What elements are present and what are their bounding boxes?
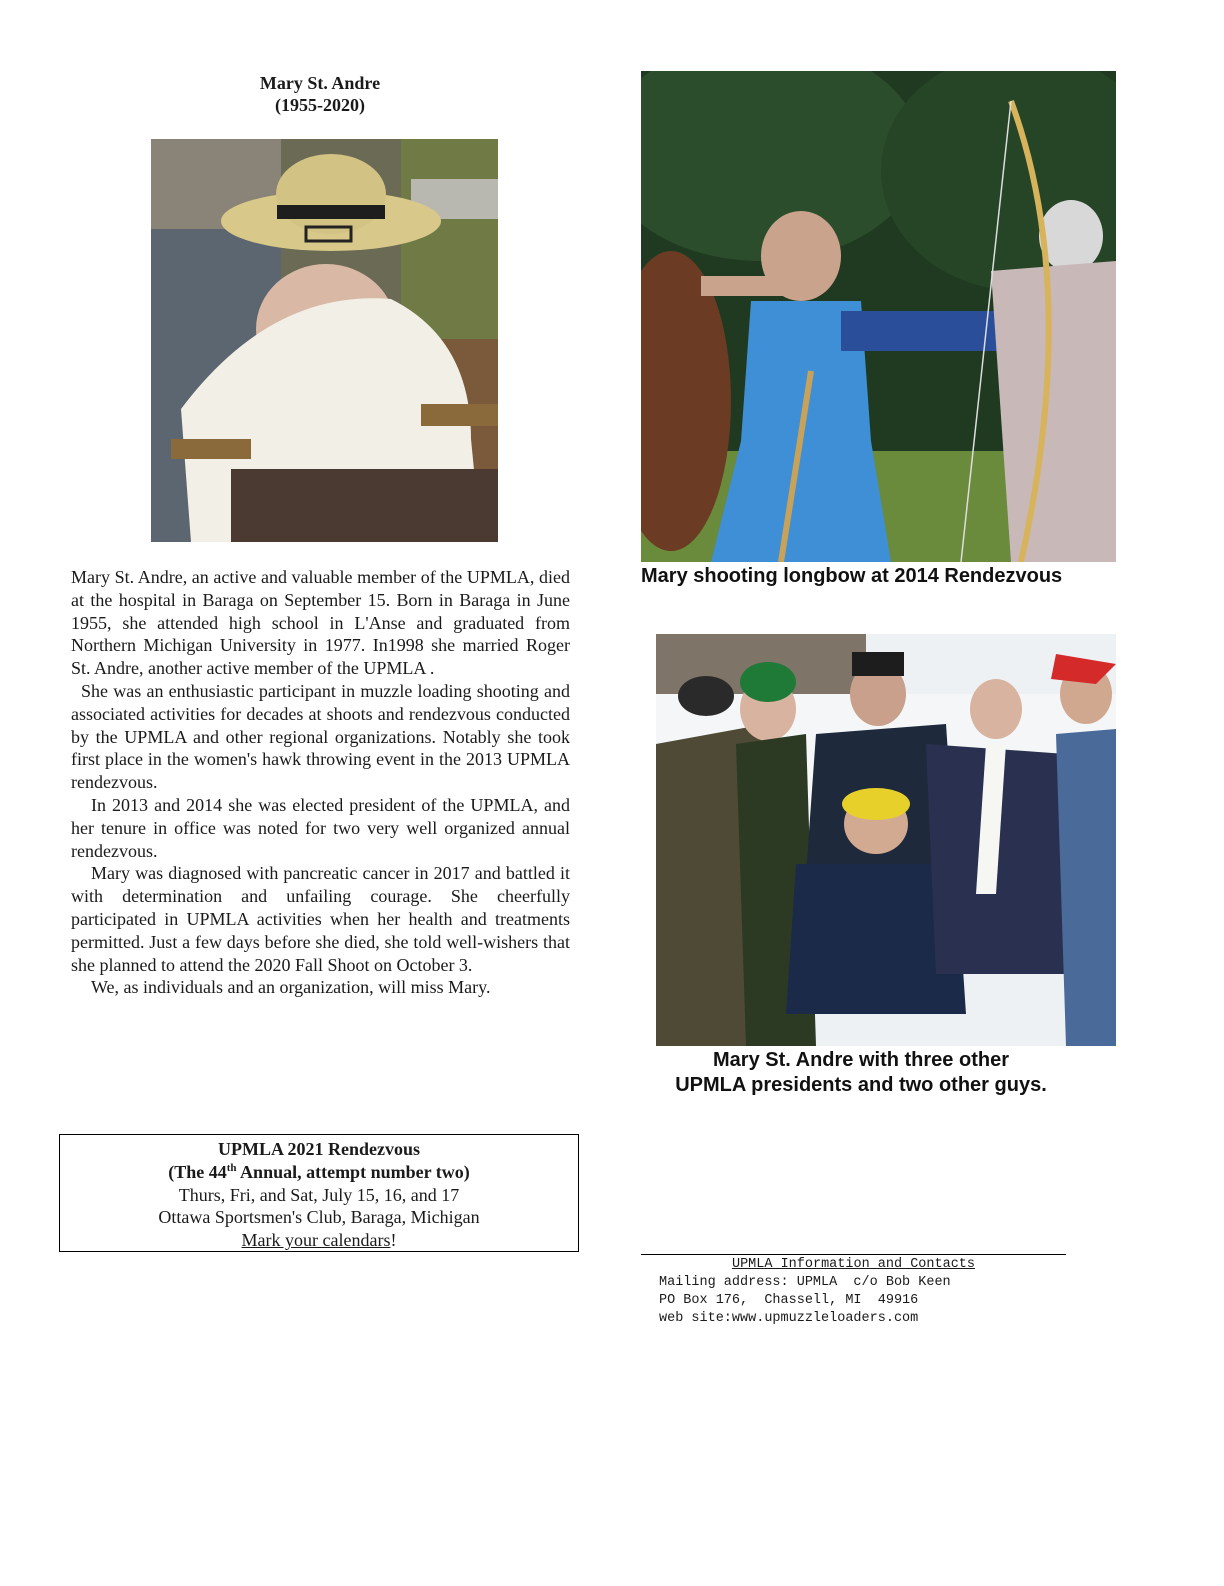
rendezvous-reminder: Mark your calendars! <box>241 1230 397 1251</box>
contacts-block <box>641 1254 1066 1328</box>
obituary-paragraph: In 2013 and 2014 she was elected president of the UPMLA, and her tenure in office was noted for two very well organized annual rendezvous. <box>71 794 570 861</box>
obituary-paragraph: Mary St. Andre, an active and valuable member of the UPMLA, died at the hospital in Baraga on September 15. Born in Baraga in June 1955, she attended high school in L'Anse and graduated from Northern Michigan University in 1977. In1998 she married Roger St. Andre, another active member of the UPMLA . <box>71 567 570 679</box>
longbow-photo <box>641 71 1116 562</box>
group-caption <box>640 1048 1082 1098</box>
portrait-photo <box>151 139 498 542</box>
group-caption-line: Mary St. Andre with three other <box>713 1049 1009 1071</box>
rendezvous-title: UPMLA 2021 Rendezvous <box>218 1139 420 1159</box>
group-photo <box>656 634 1116 1046</box>
obituary-text <box>71 566 570 999</box>
rendezvous-location: Ottawa Sportsmen's Club, Baraga, Michigan <box>158 1207 480 1228</box>
obituary-title <box>70 72 570 116</box>
obituary-paragraph: She was an enthusiastic participant in muzzle loading shooting and associated activities for decades at shoots and rendezvous conducted by the UPMLA and other regional organizations. Notably she took first place in the women's hawk throwing event in the 2013 UPMLA rendezvous. <box>71 680 570 793</box>
obituary-paragraph: Mary was diagnosed with pancreatic cancer in 2017 and battled it with determination and unfailing courage. She cheerfully participated in UPMLA activities when her health and treatments permitted. Just a few days before she died, she told well-wishers that she planned to attend the 2020 Fall Shoot on October 3. <box>71 863 570 975</box>
longbow-caption: Mary shooting longbow at 2014 Rendezvous <box>641 565 1063 587</box>
group-caption-line: UPMLA presidents and two other guys. <box>675 1074 1047 1096</box>
obituary-dates: (1955-2020) <box>275 95 365 115</box>
contacts-website[interactable]: web site:www.upmuzzleloaders.com <box>659 1311 919 1326</box>
contacts-title: UPMLA Information and Contacts <box>731 1257 976 1272</box>
contacts-mailing: Mailing address: UPMLA c/o Bob Keen <box>659 1275 951 1290</box>
obituary-name: Mary St. Andre <box>259 73 381 93</box>
rendezvous-dates: Thurs, Fri, and Sat, July 15, 16, and 17 <box>178 1184 460 1205</box>
contacts-address: PO Box 176, Chassell, MI 49916 <box>659 1293 919 1308</box>
mark-calendars-link[interactable]: Mark your calendars <box>241 1230 391 1251</box>
obituary-paragraph: We, as individuals and an organization, will miss Mary. <box>91 977 491 998</box>
rendezvous-notice <box>59 1134 579 1252</box>
rendezvous-subtitle: (The 44th Annual, attempt number two) <box>168 1161 470 1182</box>
